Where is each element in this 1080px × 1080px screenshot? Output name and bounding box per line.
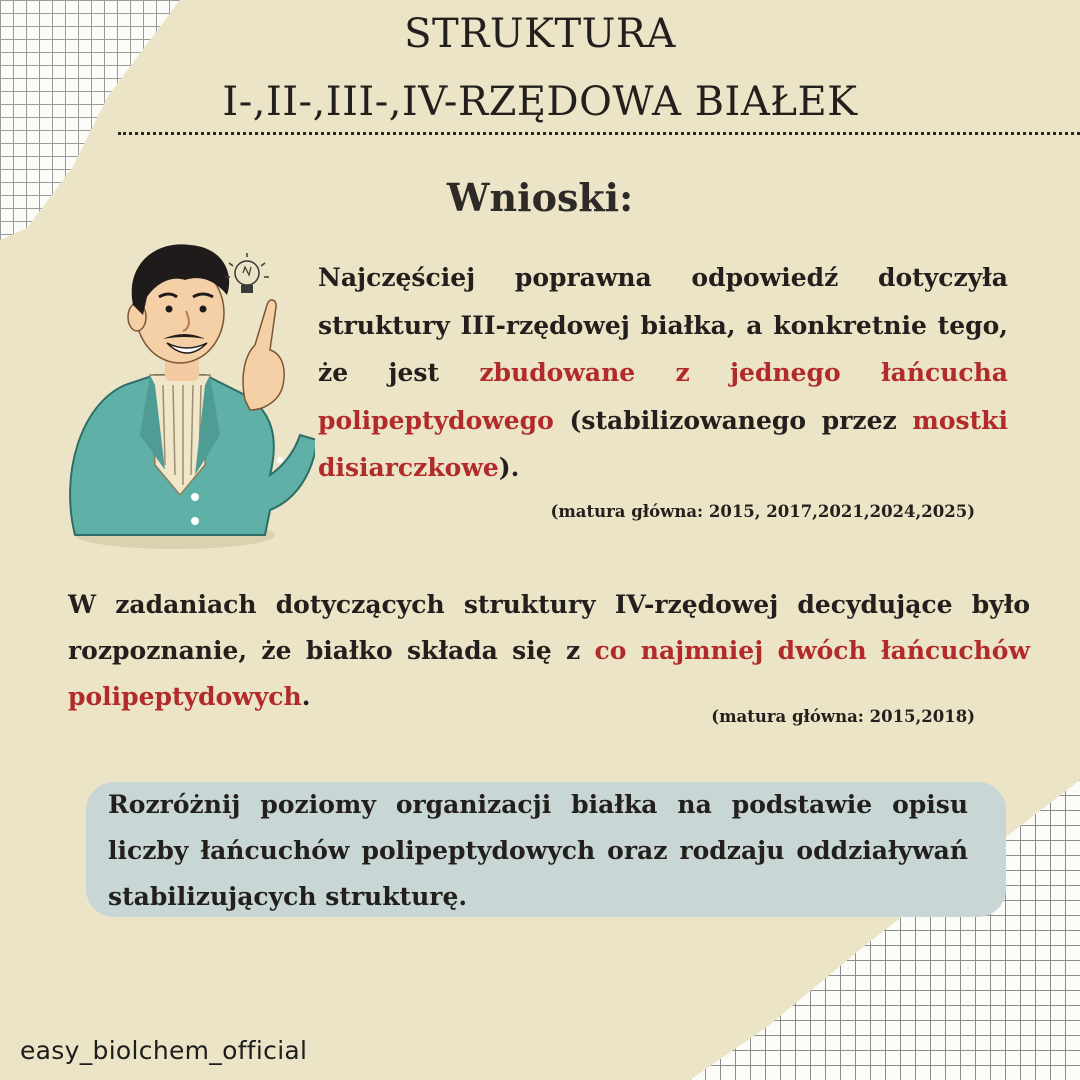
title-line-2: I-,II-,III-,IV-RZĘDOWA BIAŁEK [222, 79, 858, 125]
p2-text: W zadaniach dotyczących struktury IV-rzędowej decydujące było rozpoznanie, że białko składa się z [68, 590, 1030, 665]
dotted-divider [118, 132, 1080, 135]
exam-years-note-1: (matura główna: 2015, 2017,2021,2024,2025) [550, 502, 975, 521]
instagram-handle: easy_biolchem_official [20, 1036, 308, 1065]
title-line-1: STRUKTURA [404, 11, 676, 57]
p1-highlight-disulfide: mostki disiarczkowe [318, 405, 1008, 482]
section-heading-wnioski: Wnioski: [446, 175, 634, 220]
p1-text-middle: (stabilizowanego przez [553, 405, 913, 435]
lightbulb-icon [225, 253, 269, 293]
exam-years-note-2: (matura główna: 2015,2018) [711, 707, 975, 726]
conclusion-paragraph-2 [68, 582, 1030, 720]
p1-text: Najczęściej poprawna odpowiedź dotyczyła struktury III-rzędowej białka, a konkretnie tego, że jest [318, 263, 1008, 387]
character-illustration [55, 235, 315, 550]
conclusion-paragraph-1 [318, 254, 1008, 492]
p2-highlight-two-chains: co najmniej dwóch łańcuchów polipeptydowych [68, 636, 1030, 711]
tip-callout-text: Rozróżnij poziomy organizacji białka na podstawie opisu liczby łańcuchów polipeptydowych oraz rodzaju oddziaływań stabilizujących strukturę. [108, 790, 968, 911]
p1-text-end: ). [498, 453, 520, 482]
pointing-hand [243, 300, 284, 410]
p1-highlight-single-chain: zbudowane z jednego łańcucha polipeptydowego [318, 358, 1008, 435]
p2-text-end: . [301, 682, 311, 711]
